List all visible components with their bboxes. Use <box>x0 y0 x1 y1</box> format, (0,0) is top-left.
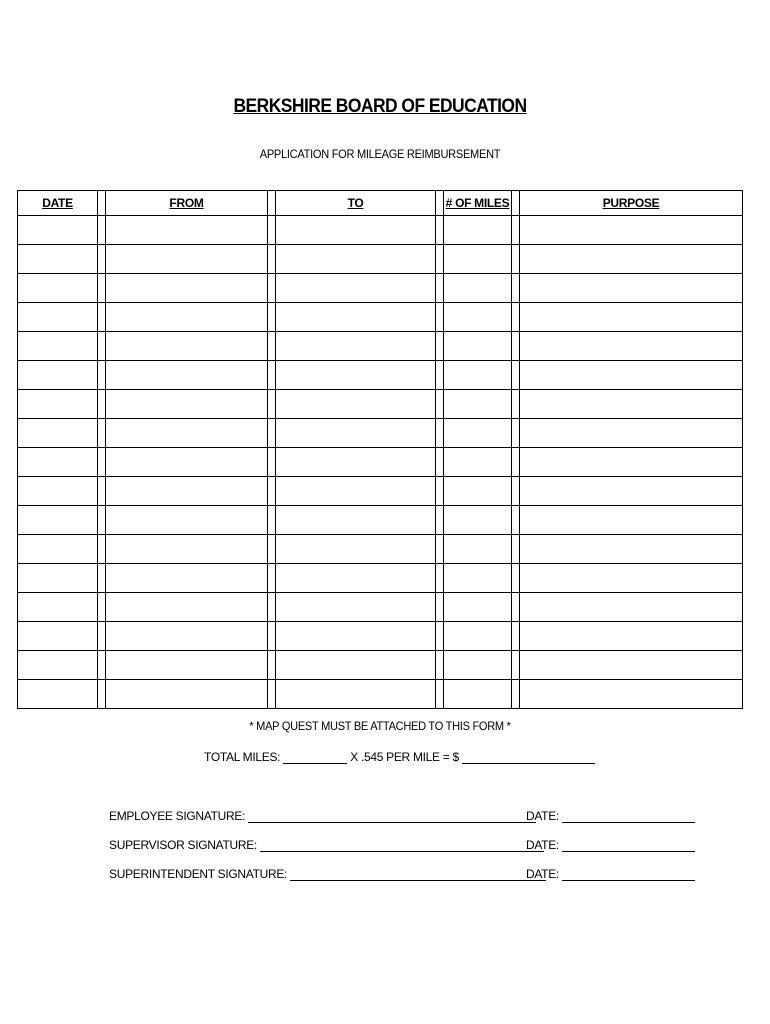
miles-cell[interactable] <box>444 419 512 448</box>
column-divider <box>98 332 106 361</box>
purpose-cell[interactable] <box>520 680 743 709</box>
to-cell[interactable] <box>276 477 436 506</box>
to-cell[interactable] <box>276 506 436 535</box>
from-cell[interactable] <box>106 680 268 709</box>
superintendent-signature-row <box>109 866 689 881</box>
to-cell[interactable] <box>276 448 436 477</box>
column-divider <box>436 274 444 303</box>
to-cell[interactable] <box>276 622 436 651</box>
from-cell[interactable] <box>106 593 268 622</box>
employee-date-field[interactable] <box>562 808 695 823</box>
from-cell[interactable] <box>106 564 268 593</box>
table-row <box>18 651 743 680</box>
column-divider <box>512 361 520 390</box>
table-row <box>18 419 743 448</box>
table-row <box>18 477 743 506</box>
superintendent-date-field[interactable] <box>562 866 695 881</box>
date-cell[interactable] <box>18 593 98 622</box>
column-divider <box>268 651 276 680</box>
column-divider <box>436 216 444 245</box>
column-divider <box>98 216 106 245</box>
column-divider <box>98 535 106 564</box>
employee-signature-row <box>109 808 689 823</box>
column-divider <box>268 274 276 303</box>
column-divider <box>98 593 106 622</box>
to-cell[interactable] <box>276 274 436 303</box>
miles-cell[interactable] <box>444 245 512 274</box>
date-cell[interactable] <box>18 245 98 274</box>
table-row <box>18 390 743 419</box>
supervisor-date-label: DATE: <box>526 838 559 852</box>
to-cell[interactable] <box>276 419 436 448</box>
mileage-table <box>17 190 743 709</box>
miles-cell[interactable] <box>444 651 512 680</box>
column-divider <box>98 477 106 506</box>
table-row <box>18 274 743 303</box>
to-cell[interactable] <box>276 361 436 390</box>
date-cell[interactable] <box>18 390 98 419</box>
from-cell[interactable] <box>106 477 268 506</box>
column-divider <box>512 390 520 419</box>
column-divider <box>436 680 444 709</box>
date-cell[interactable] <box>18 477 98 506</box>
purpose-cell[interactable] <box>520 506 743 535</box>
to-cell[interactable] <box>276 564 436 593</box>
column-divider <box>98 245 106 274</box>
table-row <box>18 680 743 709</box>
column-header-from: FROM <box>106 191 268 216</box>
to-cell[interactable] <box>276 680 436 709</box>
table-row <box>18 593 743 622</box>
table-row <box>18 564 743 593</box>
column-divider <box>436 303 444 332</box>
miles-cell[interactable] <box>444 506 512 535</box>
date-cell[interactable] <box>18 361 98 390</box>
from-cell[interactable] <box>106 651 268 680</box>
miles-cell[interactable] <box>444 593 512 622</box>
table-row <box>18 506 743 535</box>
column-divider <box>436 477 444 506</box>
column-divider <box>268 361 276 390</box>
column-divider <box>436 332 444 361</box>
from-cell[interactable] <box>106 448 268 477</box>
total-miles-field[interactable] <box>283 749 347 764</box>
column-divider <box>98 448 106 477</box>
column-divider <box>512 506 520 535</box>
column-divider <box>268 593 276 622</box>
miles-cell[interactable] <box>444 622 512 651</box>
date-cell[interactable] <box>18 506 98 535</box>
column-divider <box>268 216 276 245</box>
column-divider <box>98 361 106 390</box>
column-divider <box>98 622 106 651</box>
column-divider <box>268 622 276 651</box>
column-divider <box>268 477 276 506</box>
purpose-cell[interactable] <box>520 245 743 274</box>
rate-label: X .545 PER MILE = $ <box>350 750 459 764</box>
purpose-cell[interactable] <box>520 535 743 564</box>
date-cell[interactable] <box>18 564 98 593</box>
form-subtitle: APPLICATION FOR MILEAGE REIMBURSEMENT <box>259 147 501 161</box>
from-cell[interactable] <box>106 303 268 332</box>
column-divider <box>436 245 444 274</box>
column-divider <box>268 448 276 477</box>
column-divider <box>98 274 106 303</box>
purpose-cell[interactable] <box>520 419 743 448</box>
supervisor-signature-row <box>109 837 689 852</box>
column-divider <box>436 622 444 651</box>
column-divider <box>512 448 520 477</box>
column-divider <box>512 651 520 680</box>
purpose-cell[interactable] <box>520 274 743 303</box>
column-divider <box>512 680 520 709</box>
column-divider <box>268 506 276 535</box>
column-divider <box>98 419 106 448</box>
superintendent-signature-field[interactable] <box>290 866 546 881</box>
column-divider <box>512 274 520 303</box>
column-divider <box>512 332 520 361</box>
column-divider <box>436 448 444 477</box>
purpose-cell[interactable] <box>520 332 743 361</box>
miles-cell[interactable] <box>444 535 512 564</box>
miles-cell[interactable] <box>444 477 512 506</box>
from-cell[interactable] <box>106 390 268 419</box>
purpose-cell[interactable] <box>520 303 743 332</box>
total-miles-line <box>204 749 595 764</box>
column-divider <box>512 303 520 332</box>
column-divider <box>268 564 276 593</box>
table-row <box>18 216 743 245</box>
date-cell[interactable] <box>18 680 98 709</box>
date-cell[interactable] <box>18 622 98 651</box>
column-divider <box>436 651 444 680</box>
purpose-cell[interactable] <box>520 651 743 680</box>
supervisor-signature-label: SUPERVISOR SIGNATURE: <box>109 838 257 852</box>
miles-cell[interactable] <box>444 390 512 419</box>
column-divider <box>436 419 444 448</box>
to-cell[interactable] <box>276 651 436 680</box>
date-cell[interactable] <box>18 332 98 361</box>
table-row <box>18 622 743 651</box>
from-cell[interactable] <box>106 506 268 535</box>
purpose-cell[interactable] <box>520 361 743 390</box>
date-cell[interactable] <box>18 448 98 477</box>
miles-cell[interactable] <box>444 303 512 332</box>
from-cell[interactable] <box>106 535 268 564</box>
from-cell[interactable] <box>106 274 268 303</box>
column-divider <box>512 477 520 506</box>
table-row <box>18 448 743 477</box>
purpose-cell[interactable] <box>520 477 743 506</box>
table-row <box>18 332 743 361</box>
date-cell[interactable] <box>18 303 98 332</box>
supervisor-date-field[interactable] <box>562 837 695 852</box>
to-cell[interactable] <box>276 245 436 274</box>
from-cell[interactable] <box>106 419 268 448</box>
column-header-purpose: PURPOSE <box>520 191 743 216</box>
miles-cell[interactable] <box>444 361 512 390</box>
miles-cell[interactable] <box>444 564 512 593</box>
date-cell[interactable] <box>18 419 98 448</box>
employee-date-label: DATE: <box>526 809 559 823</box>
column-divider <box>436 506 444 535</box>
table-row <box>18 303 743 332</box>
table-row <box>18 245 743 274</box>
date-cell[interactable] <box>18 274 98 303</box>
column-divider <box>436 593 444 622</box>
miles-cell[interactable] <box>444 274 512 303</box>
to-cell[interactable] <box>276 390 436 419</box>
column-divider <box>512 593 520 622</box>
to-cell[interactable] <box>276 332 436 361</box>
purpose-cell[interactable] <box>520 593 743 622</box>
column-divider <box>512 564 520 593</box>
date-cell[interactable] <box>18 535 98 564</box>
to-cell[interactable] <box>276 303 436 332</box>
purpose-cell[interactable] <box>520 622 743 651</box>
purpose-cell[interactable] <box>520 390 743 419</box>
purpose-cell[interactable] <box>520 448 743 477</box>
map-quest-note: * MAP QUEST MUST BE ATTACHED TO THIS FORM * <box>249 719 511 733</box>
column-divider <box>98 564 106 593</box>
superintendent-signature-label: SUPERINTENDENT SIGNATURE: <box>109 867 288 881</box>
column-divider <box>268 390 276 419</box>
employee-signature-field[interactable] <box>248 808 536 823</box>
miles-cell[interactable] <box>444 216 512 245</box>
column-header-to: TO <box>276 191 436 216</box>
table-row <box>18 361 743 390</box>
column-divider <box>512 535 520 564</box>
column-divider <box>268 680 276 709</box>
column-divider <box>268 303 276 332</box>
to-cell[interactable] <box>276 535 436 564</box>
table-row <box>18 535 743 564</box>
from-cell[interactable] <box>106 622 268 651</box>
from-cell[interactable] <box>106 332 268 361</box>
column-divider <box>436 361 444 390</box>
table-header-row <box>18 191 743 216</box>
purpose-cell[interactable] <box>520 216 743 245</box>
from-cell[interactable] <box>106 245 268 274</box>
miles-cell[interactable] <box>444 448 512 477</box>
column-divider <box>268 245 276 274</box>
column-divider <box>98 506 106 535</box>
column-divider <box>268 332 276 361</box>
column-divider <box>436 390 444 419</box>
column-divider <box>436 564 444 593</box>
to-cell[interactable] <box>276 216 436 245</box>
column-divider <box>436 535 444 564</box>
to-cell[interactable] <box>276 593 436 622</box>
column-divider <box>512 216 520 245</box>
total-miles-label: TOTAL MILES: <box>204 750 281 764</box>
superintendent-date-label: DATE: <box>526 867 559 881</box>
column-divider <box>268 535 276 564</box>
supervisor-signature-field[interactable] <box>260 837 544 852</box>
column-divider <box>98 390 106 419</box>
column-divider <box>512 245 520 274</box>
column-divider <box>268 419 276 448</box>
date-cell[interactable] <box>18 651 98 680</box>
miles-cell[interactable] <box>444 680 512 709</box>
column-divider <box>512 622 520 651</box>
purpose-cell[interactable] <box>520 564 743 593</box>
column-header-date: DATE <box>18 191 98 216</box>
column-divider <box>98 303 106 332</box>
miles-cell[interactable] <box>444 332 512 361</box>
employee-signature-label: EMPLOYEE SIGNATURE: <box>109 809 246 823</box>
from-cell[interactable] <box>106 216 268 245</box>
column-divider <box>98 651 106 680</box>
column-divider <box>512 419 520 448</box>
date-cell[interactable] <box>18 216 98 245</box>
column-header-miles: # OF MILES <box>444 191 512 216</box>
column-divider <box>98 680 106 709</box>
amount-field[interactable] <box>462 749 595 764</box>
from-cell[interactable] <box>106 361 268 390</box>
form-title: BERKSHIRE BOARD OF EDUCATION <box>233 96 527 117</box>
